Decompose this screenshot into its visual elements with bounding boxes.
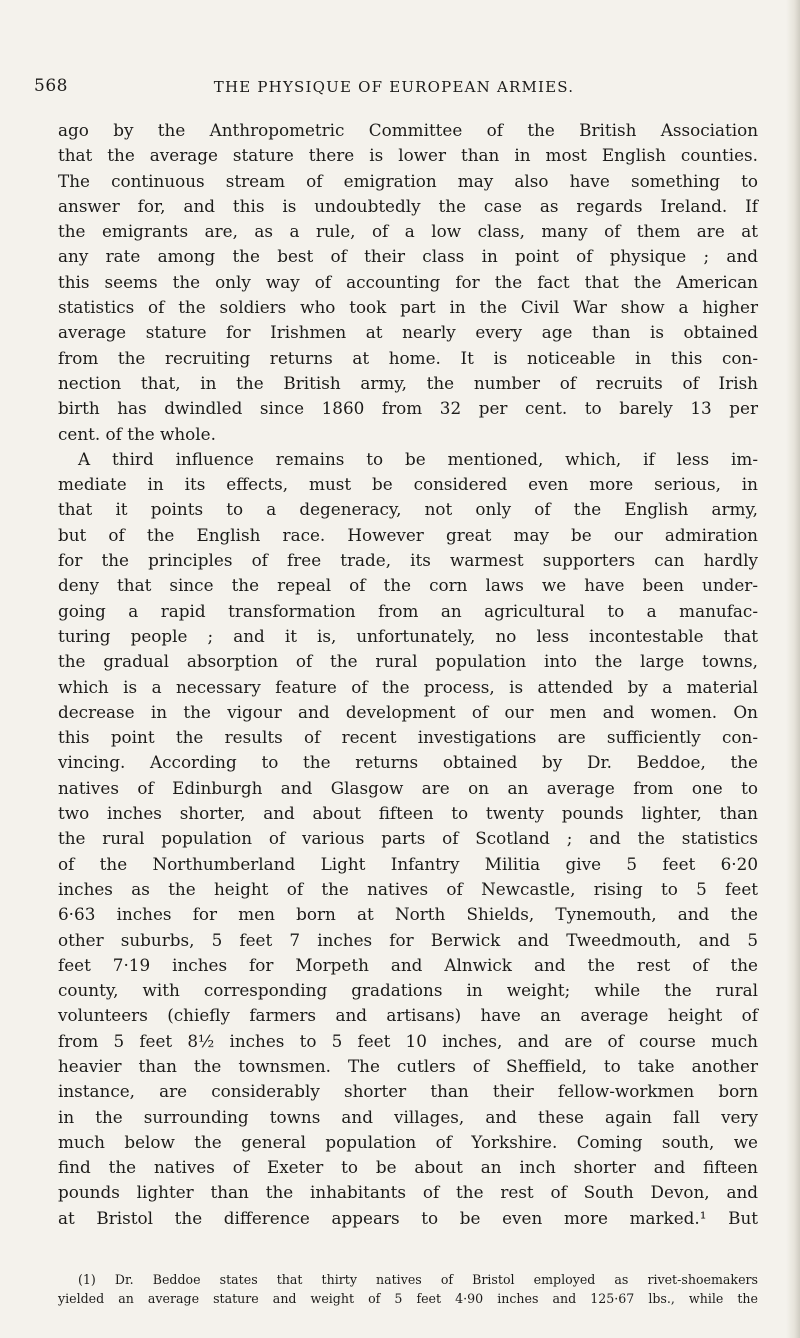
text-line: this point the results of recent investigations are sufficiently con- [58,727,758,748]
text-line: for the principles of free trade, its warmest supporters can hardly [58,550,758,571]
text-line: that the average stature there is lower than in most English counties. [58,145,758,166]
text-line: two inches shorter, and about fifteen to twenty pounds lighter, than [58,803,758,824]
text-line: this seems the only way of accounting for the fact that the American [58,271,758,292]
footnote-line: (1) Dr. Beddoe states that thirty natives of Bristol employed as rivet-shoemakers [78,1272,758,1287]
text-line: cent. of the whole. [58,423,216,444]
text-line: 6·63 inches for men born at North Shields, Tynemouth, and the [58,904,758,925]
text-line: average stature for Irishmen at nearly every age than is obtained [58,322,758,343]
text-line: inches as the height of the natives of Newcastle, rising to 5 feet [58,878,758,899]
text-line: which is a necessary feature of the process, is attended by a material [58,676,758,697]
text-line: feet 7·19 inches for Morpeth and Alnwick and the rest of the [58,954,758,975]
text-line: the rural population of various parts of Scotland ; and the statistics [58,828,758,849]
text-line: at Bristol the difference appears to be even more marked.¹ But [58,1207,758,1228]
text-line: heavier than the townsmen. The cutlers of Sheffield, to take another [58,1055,758,1076]
text-line: from 5 feet 8½ inches to 5 feet 10 inches, and are of course much [58,1030,758,1051]
text-line: nection that, in the British army, the number of recruits of Irish [58,372,758,393]
text-line: ago by the Anthropometric Committee of the British Association [58,120,758,140]
text-line: instance, are considerably shorter than their fellow-workmen born [58,1081,758,1102]
footnote [58,1270,758,1308]
footnote-line: yielded an average stature and weight of 5 feet 4·90 inches and 125·67 lbs., while the [58,1291,758,1306]
text-line: any rate among the best of their class in point of physique ; and [58,246,758,267]
text-line: decrease in the vigour and development of our men and women. On [58,701,758,722]
text-line: the gradual absorption of the rural population into the large towns, [58,651,758,672]
text-line: find the natives of Exeter to be about an inch shorter and fifteen [58,1157,758,1178]
text-line: vincing. According to the returns obtained by Dr. Beddoe, the [58,752,758,773]
text-line: other suburbs, 5 feet 7 inches for Berwick and Tweedmouth, and 5 [58,929,758,950]
text-line: mediate in its effects, must be considered even more serious, in [58,474,758,495]
text-line: volunteers (chiefly farmers and artisans) have an average height of [58,1005,758,1026]
page-number: 568 [34,76,68,96]
text-line: The continuous stream of emigration may also have something to [58,170,758,191]
page-edge-shadow [786,0,800,1338]
text-line: the emigrants are, as a rule, of a low class, many of them are at [58,221,758,242]
text-line: in the surrounding towns and villages, and these again fall very [58,1106,758,1127]
running-title: THE PHYSIQUE OF EUROPEAN ARMIES. [213,78,575,96]
page-header [34,74,754,100]
body-text [58,118,758,1231]
text-line: turing people ; and it is, unfortunately, no less incontestable that [58,625,758,646]
text-line: statistics of the soldiers who took part in the Civil War show a higher [58,297,758,318]
text-line: but of the English race. However great may be our admiration [58,524,758,545]
text-line: that it points to a degeneracy, not only of the English army, [58,499,758,520]
text-line: from the recruiting returns at home. It is noticeable in this con- [58,347,758,368]
text-line: much below the general population of Yorkshire. Coming south, we [58,1131,758,1152]
text-line: pounds lighter than the inhabitants of the rest of South Devon, and [58,1182,758,1203]
text-line: going a rapid transformation from an agricultural to a manufac- [58,600,758,621]
text-line: A third influence remains to be mentioned, which, if less im- [78,448,758,469]
text-line: of the Northumberland Light Infantry Militia give 5 feet 6·20 [58,853,758,874]
text-line: natives of Edinburgh and Glasgow are on an average from one to [58,777,758,798]
text-line: birth has dwindled since 1860 from 32 per cent. to barely 13 per [58,398,758,419]
text-line: deny that since the repeal of the corn laws we have been under- [58,575,758,596]
text-line: answer for, and this is undoubtedly the case as regards Ireland. If [58,195,758,216]
text-line: county, with corresponding gradations in weight; while the rural [58,980,758,1001]
